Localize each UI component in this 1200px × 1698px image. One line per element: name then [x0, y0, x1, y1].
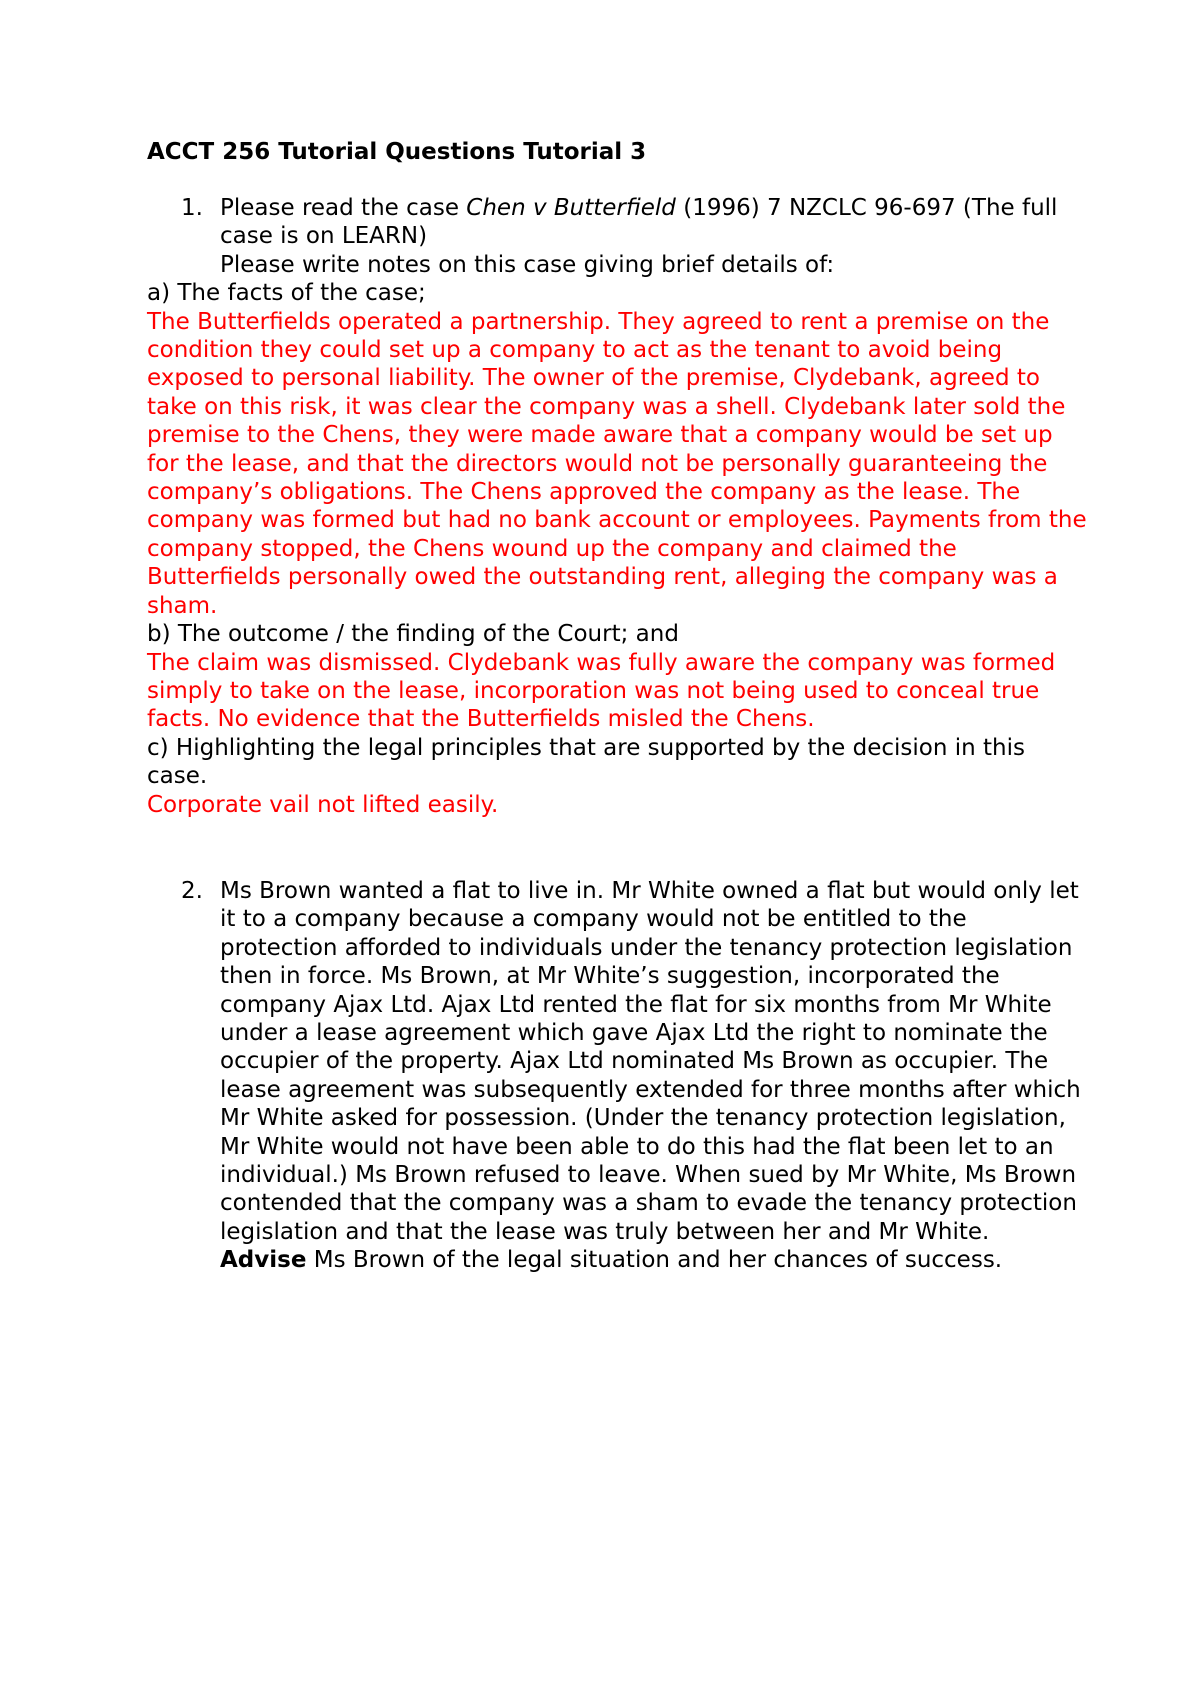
part-c-heading: c) Highlighting the legal principles that are supported by the decision in this case.	[147, 734, 1025, 790]
question-1-intro	[220, 194, 1087, 251]
document-title: ACCT 256 Tutorial Questions Tutorial 3	[147, 139, 647, 165]
advise-bold: Advise	[220, 1247, 307, 1274]
intro-suffix: (1996) 7 NZCLC 96-697 (The full case is on LEARN)	[220, 195, 1058, 250]
question-2-text: Ms Brown wanted a flat to live in. Mr White owned a flat but would only let it to a company because a company would not be entitled to the protection afforded to individuals under the tenancy protection legislation then in force. Ms Brown, at Mr White’s suggestion, incorporated the company Ajax Ltd. Ajax Ltd rented the flat for six months from Mr White under a lease agreement which gave Ajax Ltd the right to nominate the occupier of the property. Ajax Ltd nominated Ms Brown as occupier. The lease agreement was subsequently extended for three months after which Mr White asked for possession. (Under the tenancy protection legislation, Mr White would not have been able to do this had the flat been let to an individual.) Ms Brown refused to leave. When sued by Mr White, Ms Brown contended that the company was a sham to evade the tenancy protection legislation and that the lease was truly between her and Mr White.	[220, 877, 1081, 1245]
question-number: 2.	[181, 877, 203, 904]
part-a-answer: The Butterfields operated a partnership. They agreed to rent a premise on the condition they could set up a company to act as the tenant to avoid being exposed to personal liability. The owner of the premise, Clydebank, agreed to take on this risk, it was clear the company was a shell. Clydebank later sold the premise to the Chens, they were made aware that a company would be set up for the lease, and that the directors would not be personally guaranteeing the company’s obligations. The Chens approved the company as the lease. The company was formed but had no bank account or employees. Payments from the company stopped, the Chens wound up the company and claimed the Butterfields personally owed the outstanding rent, alleging the company was a sham.	[147, 308, 1087, 619]
question-number: 1.	[181, 195, 203, 221]
question-1-instruction: Please write notes on this case giving brief details of:	[220, 251, 835, 278]
question-1	[147, 194, 1087, 279]
document-page	[147, 132, 1087, 1275]
question-2	[147, 877, 1087, 1275]
part-b-answer: The claim was dismissed. Clydebank was fully aware the company was formed simply to take on the lease, incorporation was not being used to conceal true facts. No evidence that the Butterfields misled the Chens.	[147, 649, 1056, 733]
question-2-advise	[220, 1246, 1087, 1274]
part-b-heading: b) The outcome / the finding of the Court; and	[147, 621, 679, 648]
intro-prefix: Please read the case	[220, 195, 467, 221]
advise-rest: Ms Brown of the legal situation and her chances of success.	[306, 1247, 1003, 1274]
part-c-answer: Corporate vail not lifted easily.	[147, 791, 499, 818]
case-name: Chen v Butterfield	[466, 195, 676, 221]
part-a-heading: a) The facts of the case;	[147, 280, 426, 307]
